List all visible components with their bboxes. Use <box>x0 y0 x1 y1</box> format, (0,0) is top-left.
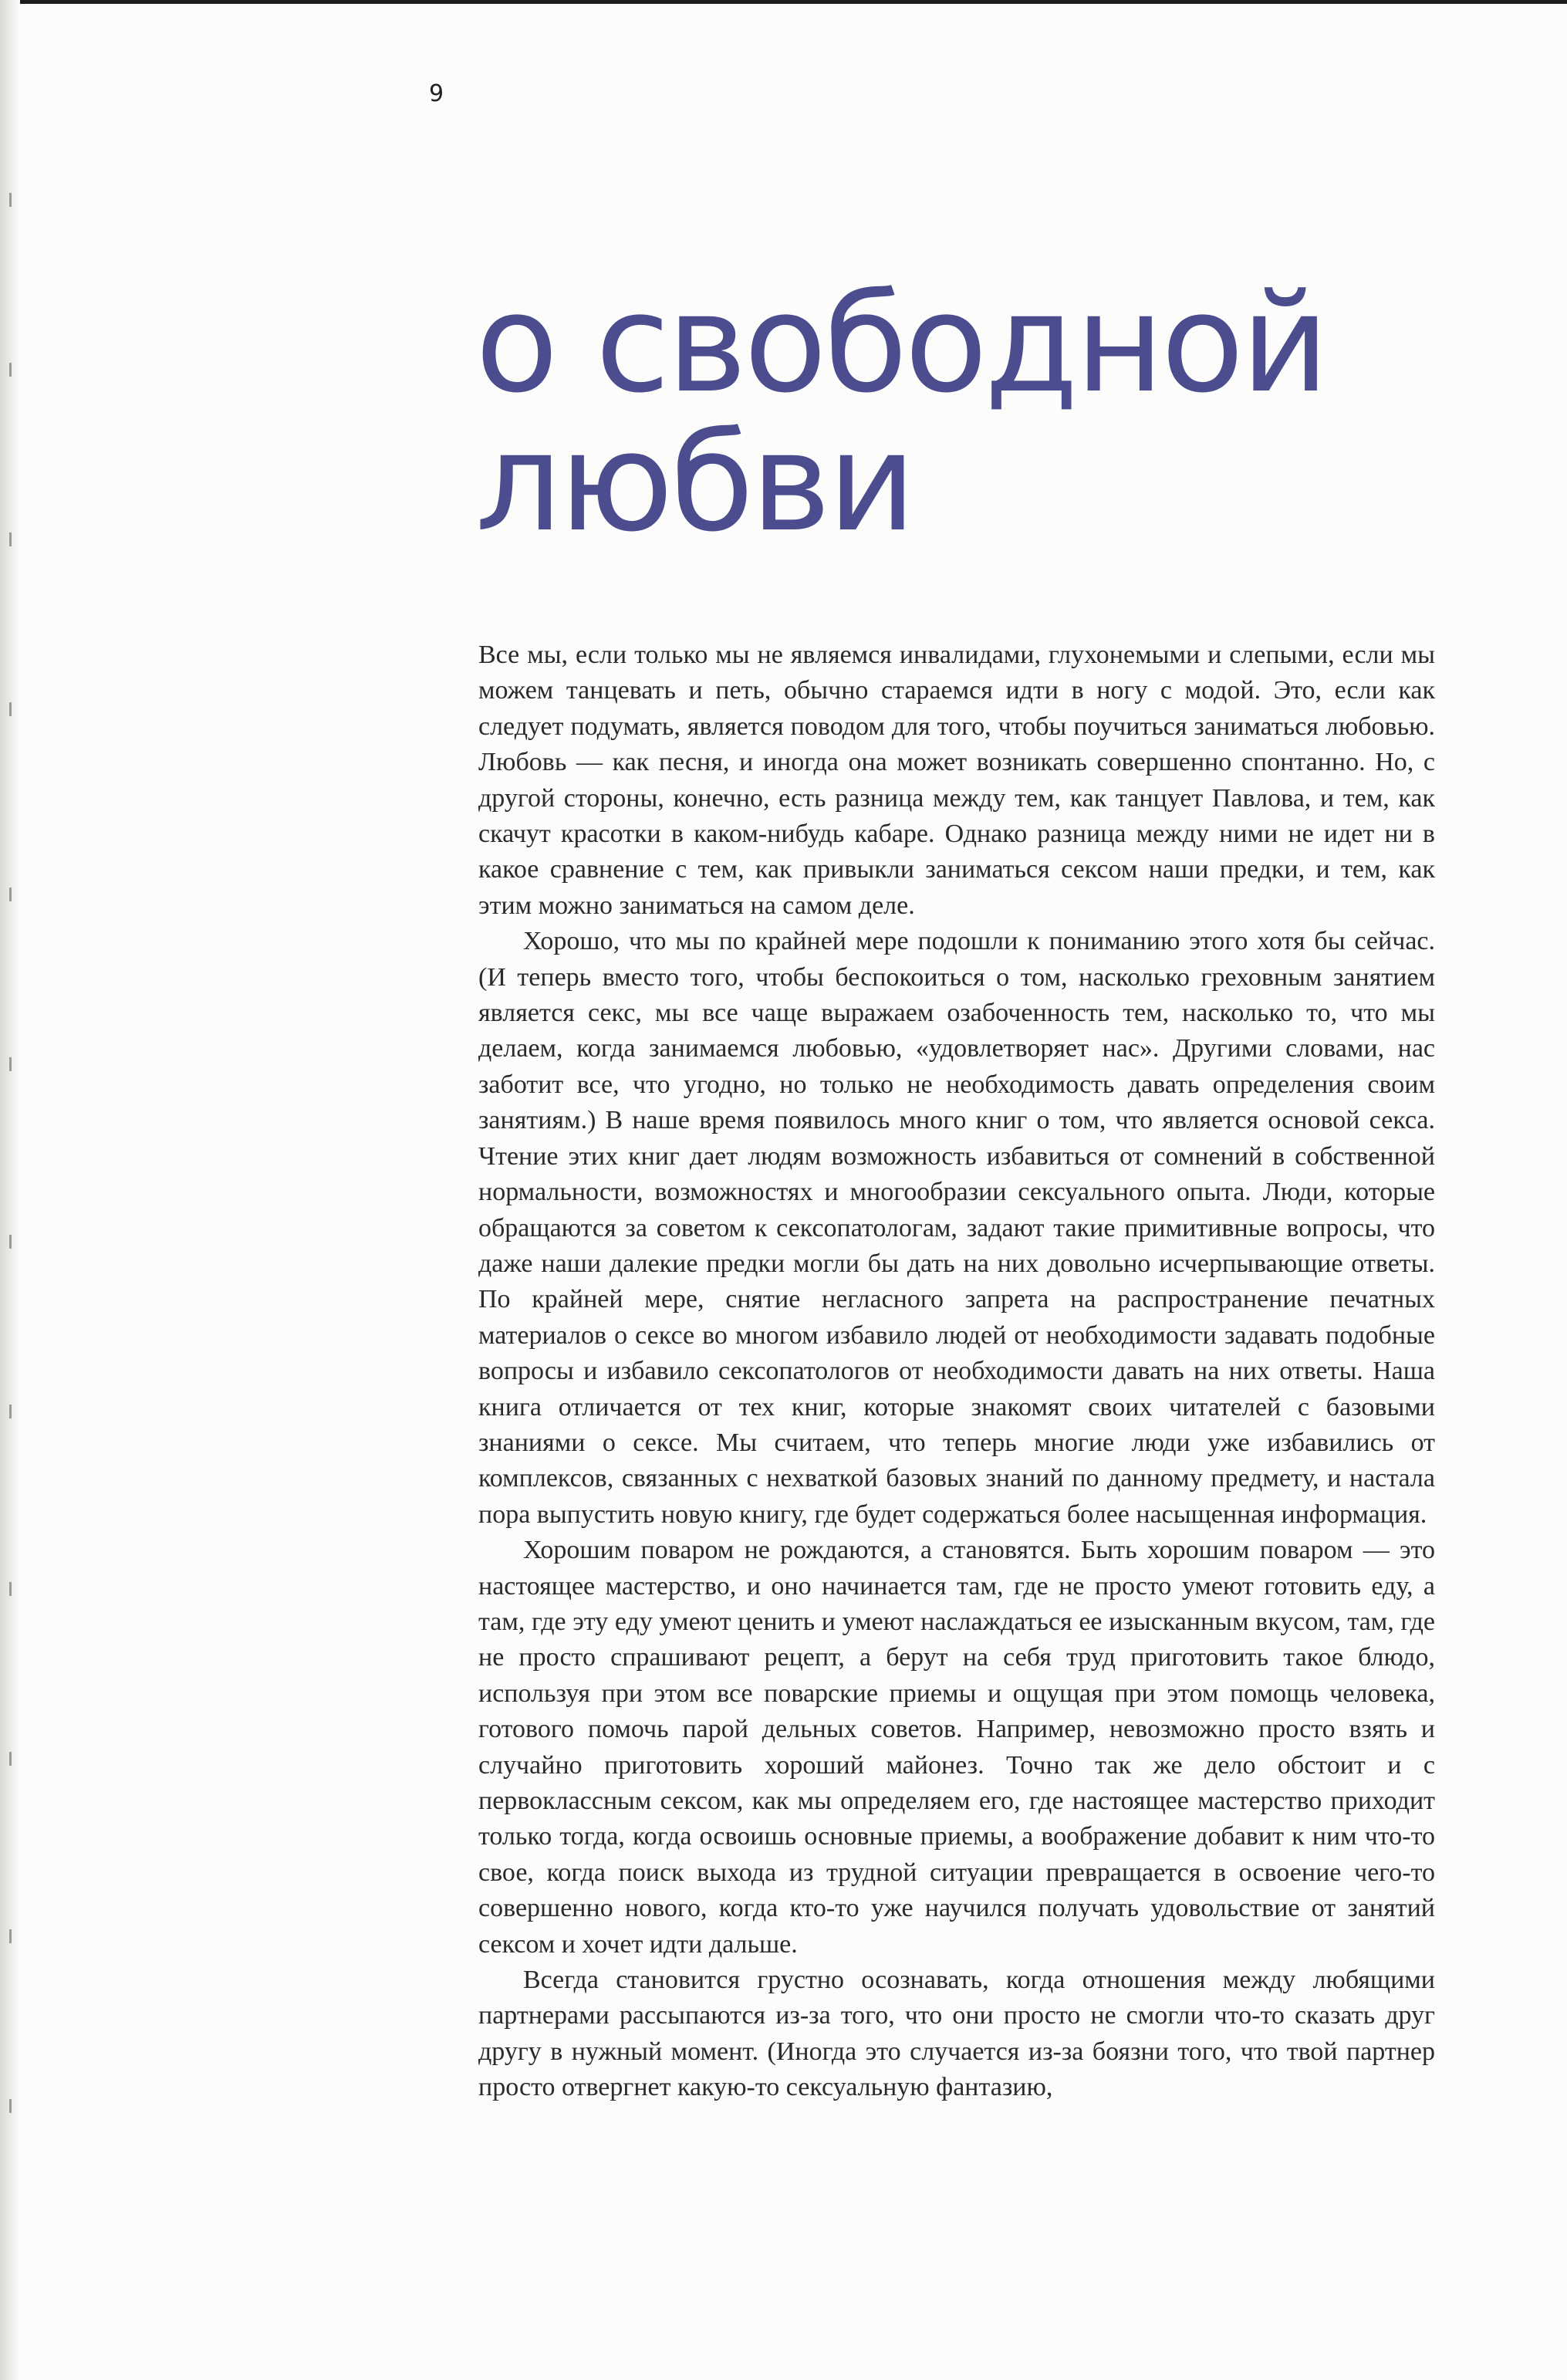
binding-mark <box>9 887 12 901</box>
binding-mark <box>9 1582 12 1596</box>
binding-mark <box>9 1405 12 1418</box>
body-text <box>478 637 1435 2106</box>
binding-mark <box>9 1929 12 1943</box>
binding-mark <box>9 363 12 377</box>
binding-shadow <box>0 0 20 2380</box>
paragraph: Все мы, если только мы не являемся инвалидами, глухонемыми и слепыми, если мы можем танцевать и петь, обычно стараемся идти в ногу с модой. Это, если как следует подумать, является поводом для того, чтобы поучиться заниматься любовью. Любовь — как песня, и иногда она может возникать совершенно спонтанно. Но, с другой стороны, конечно, есть разница между тем, как танцует Павлова, и тем, как скачут красотки в каком-нибудь кабаре. Однако разница между ними не идет ни в какое сравнение с тем, как привыкли заниматься сексом наши предки, и тем, как этим можно заниматься на самом деле. <box>478 641 1435 920</box>
binding-mark <box>9 532 12 546</box>
binding-mark <box>9 1235 12 1249</box>
chapter-title <box>475 265 1478 562</box>
chapter-title-line-1: о свободной <box>475 265 1326 423</box>
paragraph: Хорошим поваром не рождаются, а становятся. Быть хорошим поваром — это настоящее мастерство, и оно начинается там, где не просто умеют готовить еду, а там, где эту еду умеют ценить и умеют наслаждаться ее изысканным вкусом, там, где не просто спрашивают рецепт, а берут на себя труд приготовить такое блюдо, используя при этом все поварские приемы и ощущая при этом помощь человека, готового помочь парой дельных советов. Например, невозможно просто взять и случайно приготовить хороший майонез. Точно так же дело обстоит и с первоклассным сексом, как мы определяем его, где настоящее мастерство приходит только тогда, когда освоишь основные приемы, а воображение добавит к ним что-то свое, когда поиск выхода из трудной ситуации превращается в освоение чего-то совершенно нового, когда кто-то уже научился получать удовольствие от занятий сексом и хочет идти дальше. <box>478 1536 1435 1959</box>
binding-mark <box>9 2099 12 2113</box>
binding-mark <box>9 1752 12 1766</box>
paragraph: Хорошо, что мы по крайней мере подошли к пониманию этого хотя бы сейчас. (И теперь вместо того, чтобы беспокоиться о том, насколько греховным занятием является секс, мы все чаще выражаем озабоченность тем, насколько то, что мы делаем, когда занимаемся любовью, «удовлетворяет нас». Другими словами, нас заботит все, что угодно, но только не необходимость давать определения своим занятиям.) В наше время появилось много книг о том, что является основой секса. Чтение этих книг дает людям возможность избавиться от сомнений в собственной нормальности, возможностях и многообразии сексуального опыта. Люди, которые обращаются за советом к сексопатологам, задают такие примитивные вопросы, что даже наши далекие предки могли бы дать на них довольно исчерпывающие ответы. По крайней мере, снятие негласного запрета на распространение печатных материалов о сексе во многом избавило людей от необходимости задавать подобные вопросы и избавило сексопатологов от необходимости давать на них ответы. Наша книга отличается от тех книг, которые знакомят своих читателей с базовыми знаниями о сексе. Мы считаем, что теперь многие люди уже избавились от комплексов, связанных с нехваткой базовых знаний по данному предмету, и настала пора выпустить новую книгу, где будет содержаться более насыщенная информация. <box>478 927 1435 1529</box>
binding-mark <box>9 1057 12 1071</box>
chapter-title-line-2: любви <box>475 404 914 562</box>
binding-mark <box>9 193 12 207</box>
binding-mark <box>9 702 12 716</box>
paragraph: Всегда становится грустно осознавать, когда отношения между любящими партнерами рассыпаются из-за того, что они просто не смогли что-то сказать друг другу в нужный момент. (Иногда это случается из-за боязни того, что твой партнер просто отвергнет какую-то сексуальную фантазию, <box>478 1966 1435 2102</box>
scan-top-edge <box>0 0 1567 4</box>
page-number: 9 <box>429 80 444 107</box>
